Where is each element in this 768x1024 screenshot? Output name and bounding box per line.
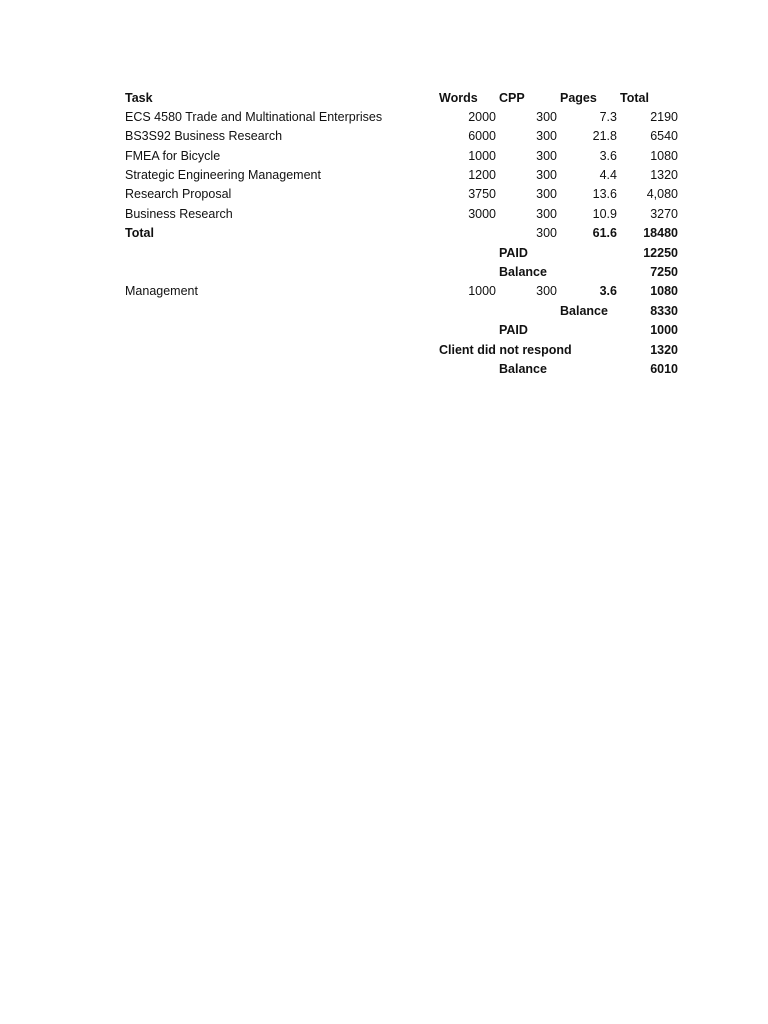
task-cell: ECS 4580 Trade and Multinational Enterprises (125, 110, 383, 124)
cpp-cell: 300 (536, 187, 557, 201)
words-cell: 3750 (468, 187, 496, 201)
pages-cell: 4.4 (599, 168, 617, 182)
total-cpp: 300 (536, 226, 557, 240)
paid-amount: 1000 (650, 323, 678, 337)
header-words: Words (439, 91, 478, 105)
header-row (0, 89, 768, 108)
words-cell: 1200 (468, 168, 496, 182)
total-row (0, 224, 768, 243)
pages-cell: 7.3 (599, 110, 617, 124)
paid-row (0, 321, 768, 340)
pages-cell: 13.6 (592, 187, 617, 201)
header-task: Task (125, 91, 153, 105)
header-pages: Pages (560, 91, 597, 105)
task-cell: Strategic Engineering Management (125, 168, 321, 182)
cpp-cell: 300 (536, 149, 557, 163)
total-cell: 1320 (650, 168, 678, 182)
cpp-cell: 300 (536, 168, 557, 182)
balance-amount: 6010 (650, 362, 678, 376)
total-label: Total (125, 226, 154, 240)
balance-label: Balance (499, 362, 547, 376)
management-row (0, 282, 768, 301)
words-cell: 3000 (468, 207, 496, 221)
total-cell: 6540 (650, 129, 678, 143)
paid-amount: 12250 (643, 246, 678, 260)
words-cell: 6000 (468, 129, 496, 143)
header-cpp: CPP (499, 91, 525, 105)
task-cell: Business Research (125, 207, 233, 221)
pages-cell: 3.6 (599, 149, 617, 163)
table-row (0, 108, 768, 127)
words-cell: 2000 (468, 110, 496, 124)
balance-label: Balance (499, 265, 547, 279)
task-cell: Research Proposal (125, 187, 232, 201)
pages-cell: 21.8 (592, 129, 617, 143)
table-row (0, 205, 768, 224)
total-amount: 18480 (643, 226, 678, 240)
total-pages: 61.6 (592, 226, 617, 240)
header-total: Total (620, 91, 649, 105)
cpp-cell: 300 (536, 129, 557, 143)
words-cell: 1000 (468, 149, 496, 163)
table-row (0, 147, 768, 166)
cpp-cell: 300 (536, 207, 557, 221)
task-cell: BS3S92 Business Research (125, 129, 283, 143)
client-note-label: Client did not respond (439, 343, 572, 357)
pages-cell: 10.9 (592, 207, 617, 221)
total-cell: 2190 (650, 110, 678, 124)
balance-row (0, 302, 768, 321)
table-row (0, 127, 768, 146)
paid-row (0, 244, 768, 263)
balance-amount: 8330 (650, 304, 678, 318)
pages-cell: 3.6 (599, 284, 617, 298)
paid-label: PAID (499, 323, 528, 337)
balance-amount: 7250 (650, 265, 678, 279)
table-row (0, 185, 768, 204)
task-cell: FMEA for Bicycle (125, 149, 221, 163)
total-cell: 1080 (650, 149, 678, 163)
balance-label: Balance (560, 304, 608, 318)
total-cell: 3270 (650, 207, 678, 221)
cpp-cell: 300 (536, 110, 557, 124)
cpp-cell: 300 (536, 284, 557, 298)
task-cell: Management (125, 284, 198, 298)
client-note-amount: 1320 (650, 343, 678, 357)
client-note-row (0, 341, 768, 360)
table-row (0, 166, 768, 185)
balance-row (0, 360, 768, 379)
total-cell: 1080 (650, 284, 678, 298)
total-cell: 4,080 (646, 187, 678, 201)
balance-row (0, 263, 768, 282)
paid-label: PAID (499, 246, 528, 260)
words-cell: 1000 (468, 284, 496, 298)
